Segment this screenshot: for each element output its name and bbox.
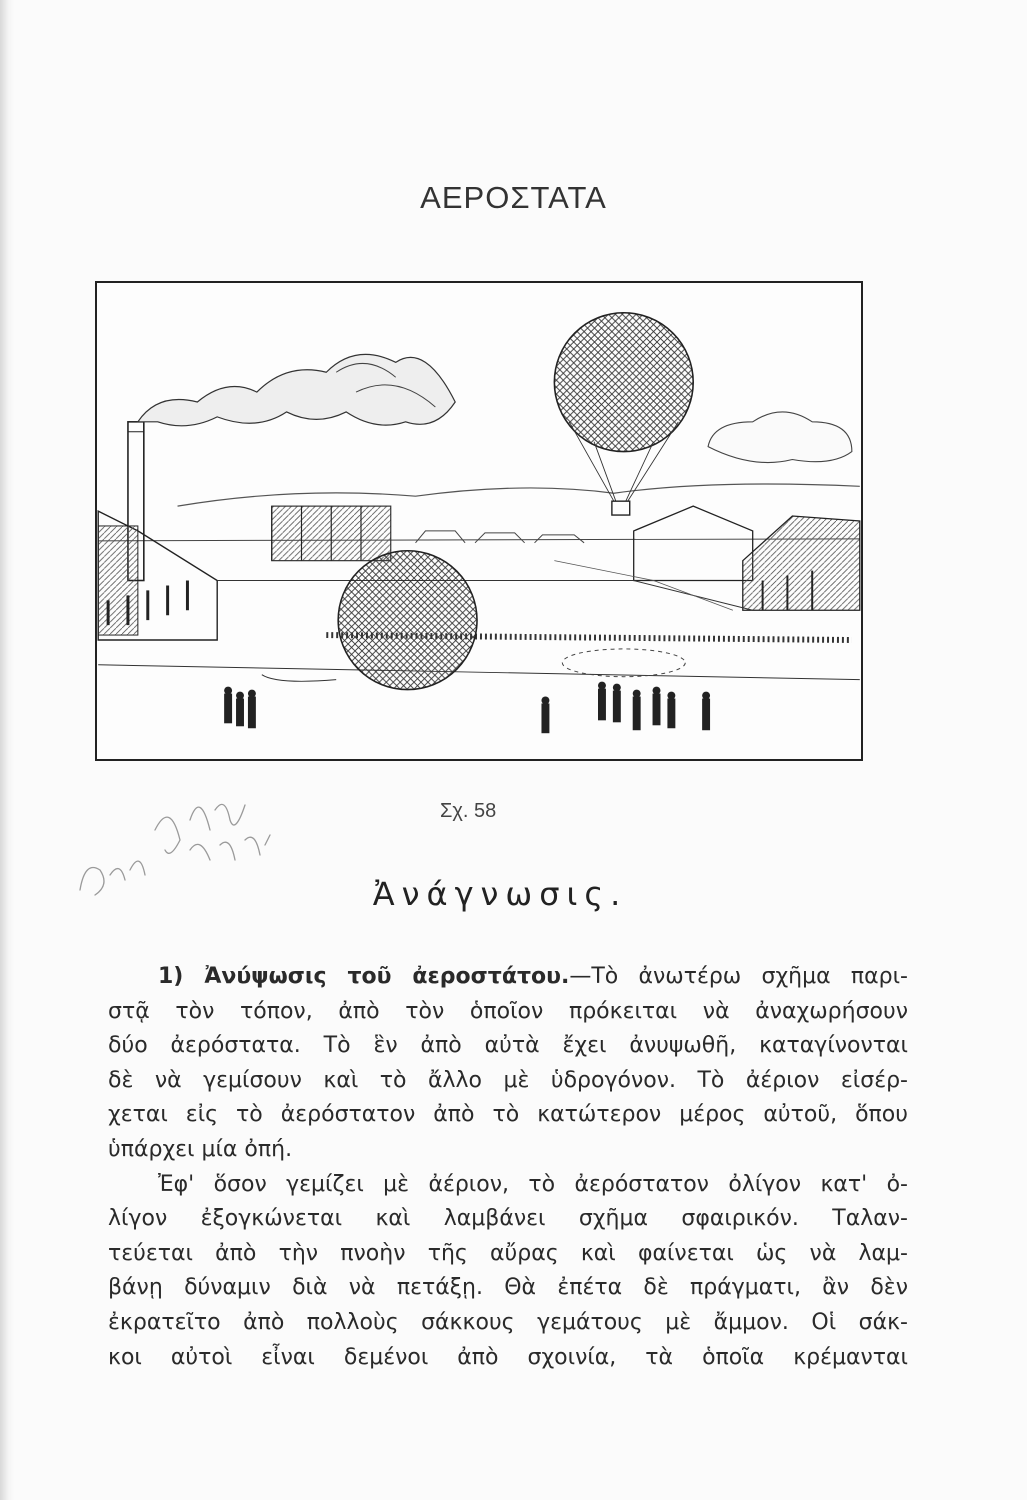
page-spine-shadow bbox=[0, 0, 14, 1500]
paragraph-line: τεύεται ἀπὸ τὴν πνοὴν τῆς αὔρας καὶ φαίνεται ὡς νὰ λαμ- bbox=[108, 1240, 908, 1266]
paragraph-line: βάνῃ δύναμιν διὰ νὰ πετάξῃ. Θὰ ἐπέτα δὲ πράγματι, ἂν δὲν bbox=[108, 1275, 908, 1301]
paragraph-line: Ἐφ' ὅσον γεμίζει μὲ ἀέριον, τὸ ἀερόστατον ὀλίγον κατ' ὀ- bbox=[158, 1171, 908, 1197]
paragraph-line: λίγον ἐξογκώνεται καὶ λαμβάνει σχῆμα σφαιρικόν. Ταλαν- bbox=[108, 1206, 908, 1232]
paragraph-line: κοι αὐτοὶ εἶναι δεμένοι ἀπὸ σχοινία, τὰ ὁποῖα κρέμανται bbox=[108, 1344, 908, 1370]
paragraph-line: 1) Ἀνύψωσις τοῦ ἀεροστάτου.—Τὸ ἀνωτέρω σχῆμα παρι- bbox=[158, 964, 908, 989]
figure-caption: Σχ. 58 bbox=[440, 800, 497, 822]
chapter-title: ΑΕΡΟΣΤΑΤΑ bbox=[420, 180, 607, 215]
paragraph-line: ἐκρατεῖτο ἀπὸ πολλοὺς σάκκους γεμάτους μὲ ἄμμον. Οἱ σάκ- bbox=[108, 1309, 908, 1335]
section-title: Ἀνάγνωσις. bbox=[372, 875, 628, 913]
balloon-illustration-drawing bbox=[97, 283, 861, 759]
paragraph-line: ὑπάρχει μία ὀπή. bbox=[108, 1136, 293, 1162]
paragraph-line: στᾷ τὸν τόπον, ἀπὸ τὸν ὁποῖον πρόκειται νὰ ἀναχωρήσουν bbox=[108, 998, 908, 1024]
paragraph-lead: 1) Ἀνύψωσις τοῦ ἀεροστάτου. bbox=[158, 964, 570, 989]
balloon-illustration bbox=[95, 281, 863, 761]
paragraph-line: δὲ νὰ γεμίσουν καὶ τὸ ἄλλο μὲ ὑδρογόνον. Τὸ ἀέριον εἰσέρ- bbox=[108, 1067, 908, 1093]
paragraph-line: χεται εἰς τὸ ἀερόστατον ἀπὸ τὸ κατώτερον μέρος αὐτοῦ, ὅπου bbox=[108, 1102, 908, 1128]
paragraph-line: δύο ἀερόστατα. Τὸ ἓν ἀπὸ αὐτὰ ἔχει ἀνυψωθῆ, καταγίνονται bbox=[108, 1033, 908, 1059]
body-text bbox=[108, 960, 908, 1375]
